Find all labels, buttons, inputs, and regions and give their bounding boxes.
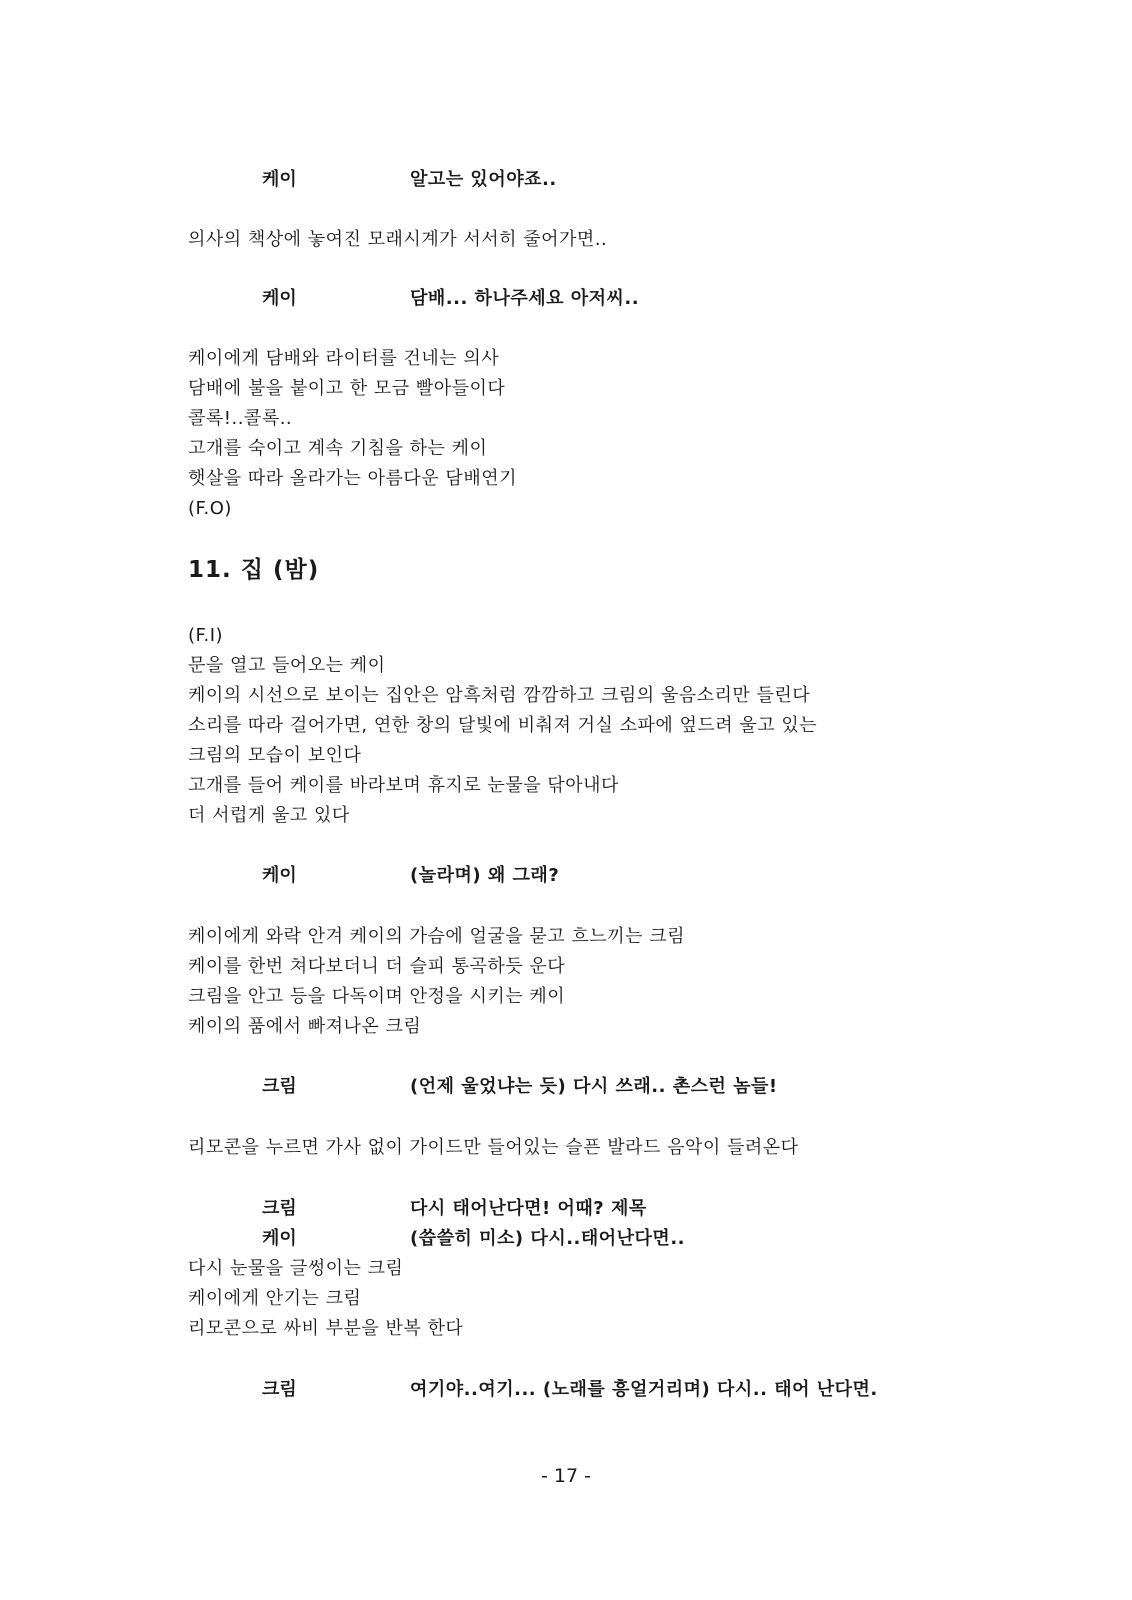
dialogue-line: (놀라며) 왜 그래?: [410, 865, 560, 886]
action-line: 담배에 불을 붙이고 한 모금 빨아들이다: [188, 378, 506, 399]
speaker-name: 케이: [262, 1228, 297, 1249]
speaker-name: 크림: [262, 1076, 297, 1097]
action-line: 고개를 들어 케이를 바라보며 휴지로 눈물을 닦아내다: [188, 775, 619, 796]
action-line: 리모콘을 누르면 가사 없이 가이드만 들어있는 슬픈 발라드 음악이 들려온다: [188, 1137, 799, 1158]
dialogue-line: (씁쓸히 미소) 다시..태어난다면..: [410, 1228, 685, 1249]
dialogue-line: 다시 태어난다면! 어때? 제목: [410, 1198, 647, 1219]
action-line: (F.I): [188, 625, 224, 646]
action-line: 케이에게 담배와 라이터를 건네는 의사: [188, 348, 500, 369]
page-number: - 17 -: [541, 1465, 591, 1487]
action-line: 문을 열고 들어오는 케이: [188, 655, 386, 676]
dialogue-line: 알고는 있어야죠..: [410, 169, 557, 190]
speaker-name: 케이: [262, 865, 297, 886]
speaker-name: 케이: [262, 169, 297, 190]
action-line: 의사의 책상에 놓여진 모래시계가 서서히 줄어가면..: [188, 229, 608, 250]
speaker-name: 크림: [262, 1198, 297, 1219]
speaker-name: 크림: [262, 1379, 297, 1400]
action-line: (F.O): [188, 498, 232, 519]
dialogue-line: 담배... 하나주세요 아저씨..: [410, 288, 640, 309]
action-line: 케이에게 안기는 크림: [188, 1288, 362, 1309]
action-line: 리모콘으로 싸비 부분을 반복 한다: [188, 1318, 464, 1339]
action-line: 케이의 품에서 빠져나온 크림: [188, 1016, 422, 1037]
action-line: 케이를 한번 쳐다보더니 더 슬피 통곡하듯 운다: [188, 956, 566, 977]
action-line: 케이에게 와락 안겨 케이의 가슴에 얼굴을 묻고 흐느끼는 크림: [188, 926, 685, 947]
dialogue-line: 여기야..여기... (노래를 흥얼거리며) 다시.. 태어 난다면.: [410, 1379, 878, 1400]
action-line: 크림의 모습이 보인다: [188, 745, 362, 766]
action-line: 다시 눈물을 글썽이는 크림: [188, 1258, 404, 1279]
action-line: 콜록!..콜록..: [188, 408, 293, 429]
action-line: 더 서럽게 울고 있다: [188, 805, 350, 826]
action-line: 햇살을 따라 올라가는 아름다운 담배연기: [188, 468, 517, 489]
action-line: 케이의 시선으로 보이는 집안은 암흑처럼 깜깜하고 크림의 울음소리만 들린다: [188, 685, 811, 706]
dialogue-line: (언제 울었냐는 듯) 다시 쓰래.. 촌스런 놈들!: [410, 1076, 778, 1097]
action-line: 소리를 따라 걸어가면, 연한 창의 달빛에 비춰져 거실 소파에 엎드려 울고 있는: [188, 715, 818, 736]
speaker-name: 케이: [262, 288, 297, 309]
action-line: 고개를 숙이고 계속 기침을 하는 케이: [188, 438, 488, 459]
scene-heading: 11. 집 (밤): [188, 557, 320, 583]
action-line: 크림을 안고 등을 다독이며 안정을 시키는 케이: [188, 986, 566, 1007]
